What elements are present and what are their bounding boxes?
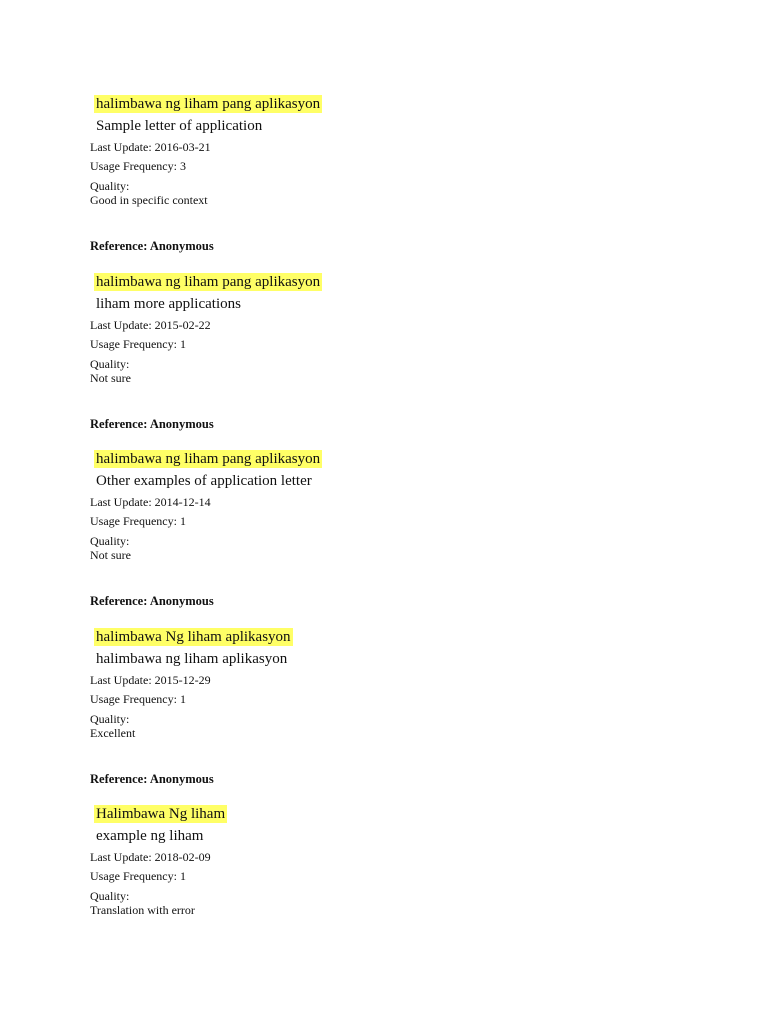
quality-label: Quality:: [90, 889, 130, 903]
reference-label: Reference:: [90, 771, 148, 786]
reference-label: Reference:: [90, 416, 148, 431]
last-update-value: 2015-12-29: [154, 672, 211, 687]
last-update-label: Last Update:: [90, 850, 152, 864]
source-segment-highlight: halimbawa Ng liham aplikasyon: [96, 628, 291, 645]
reference-label: Reference:: [90, 239, 148, 253]
translation-text: Sample letter of application: [96, 118, 263, 134]
usage-frequency-line: [90, 690, 186, 708]
translation-entry: [0, 271, 768, 449]
last-update-value: 2015-02-22: [154, 317, 211, 332]
source-segment-highlight: halimbawa ng liham pang aplikasyon: [96, 273, 321, 290]
reference-value: Anonymous: [149, 594, 214, 608]
usage-frequency-label: Usage Frequency:: [90, 691, 177, 706]
usage-frequency-line: [90, 867, 186, 885]
translation-entry: [0, 626, 768, 804]
usage-frequency-label: Usage Frequency:: [90, 336, 177, 351]
last-update-line: [90, 493, 211, 511]
source-segment-row: [94, 93, 322, 115]
quality-label: Quality:: [90, 356, 130, 371]
source-segment-row: [94, 271, 322, 293]
quality-label: Quality:: [90, 179, 130, 193]
translation-entry: [0, 448, 768, 626]
last-update-line: [90, 848, 211, 866]
reference-line: [90, 770, 214, 788]
last-update-line: [90, 138, 211, 156]
source-segment-highlight: halimbawa ng liham pang aplikasyon: [96, 96, 321, 112]
source-segment-row: [94, 448, 322, 470]
last-update-line: [90, 316, 211, 334]
last-update-line: [90, 671, 211, 689]
last-update-value: 2014-12-14: [154, 495, 211, 509]
reference-label: Reference:: [90, 594, 148, 608]
translation-text: Other examples of application letter: [96, 473, 312, 489]
reference-line: [90, 415, 214, 433]
usage-frequency-line: [90, 512, 186, 530]
translation-text: example ng liham: [96, 828, 204, 844]
translation-text: halimbawa ng liham aplikasyon: [96, 650, 288, 667]
quality-value: Excellent: [90, 725, 136, 740]
source-segment-row: [94, 803, 227, 825]
translation-entry: [0, 803, 768, 981]
translation-entry: [0, 93, 768, 271]
reference-line: [90, 592, 214, 610]
usage-frequency-value: 3: [179, 159, 186, 173]
source-segment-highlight: halimbawa ng liham pang aplikasyon: [96, 451, 321, 467]
usage-frequency-label: Usage Frequency:: [90, 869, 177, 883]
reference-line: [90, 237, 214, 255]
usage-frequency-line: [90, 157, 186, 175]
usage-frequency-label: Usage Frequency:: [90, 514, 177, 528]
quality-value: Not sure: [90, 370, 131, 385]
usage-frequency-value: 1: [179, 869, 186, 883]
usage-frequency-label: Usage Frequency:: [90, 159, 177, 173]
reference-value: Anonymous: [149, 771, 214, 786]
quality-value: Not sure: [90, 548, 131, 562]
usage-frequency-value: 1: [179, 691, 186, 706]
source-segment-highlight: Halimbawa Ng liham: [96, 806, 226, 822]
last-update-value: 2016-03-21: [154, 140, 211, 154]
last-update-label: Last Update:: [90, 672, 152, 687]
quality-label: Quality:: [90, 711, 130, 726]
usage-frequency-value: 1: [179, 336, 186, 351]
translation-text: liham more applications: [96, 295, 241, 312]
quality-value: Good in specific context: [90, 193, 208, 207]
reference-value: Anonymous: [149, 239, 214, 253]
last-update-label: Last Update:: [90, 140, 152, 154]
quality-label: Quality:: [90, 534, 130, 548]
last-update-label: Last Update:: [90, 495, 152, 509]
last-update-value: 2018-02-09: [154, 850, 211, 864]
reference-value: Anonymous: [149, 416, 214, 431]
source-segment-row: [94, 626, 293, 648]
quality-value: Translation with error: [90, 903, 195, 917]
usage-frequency-value: 1: [179, 514, 186, 528]
last-update-label: Last Update:: [90, 317, 152, 332]
usage-frequency-line: [90, 335, 186, 353]
